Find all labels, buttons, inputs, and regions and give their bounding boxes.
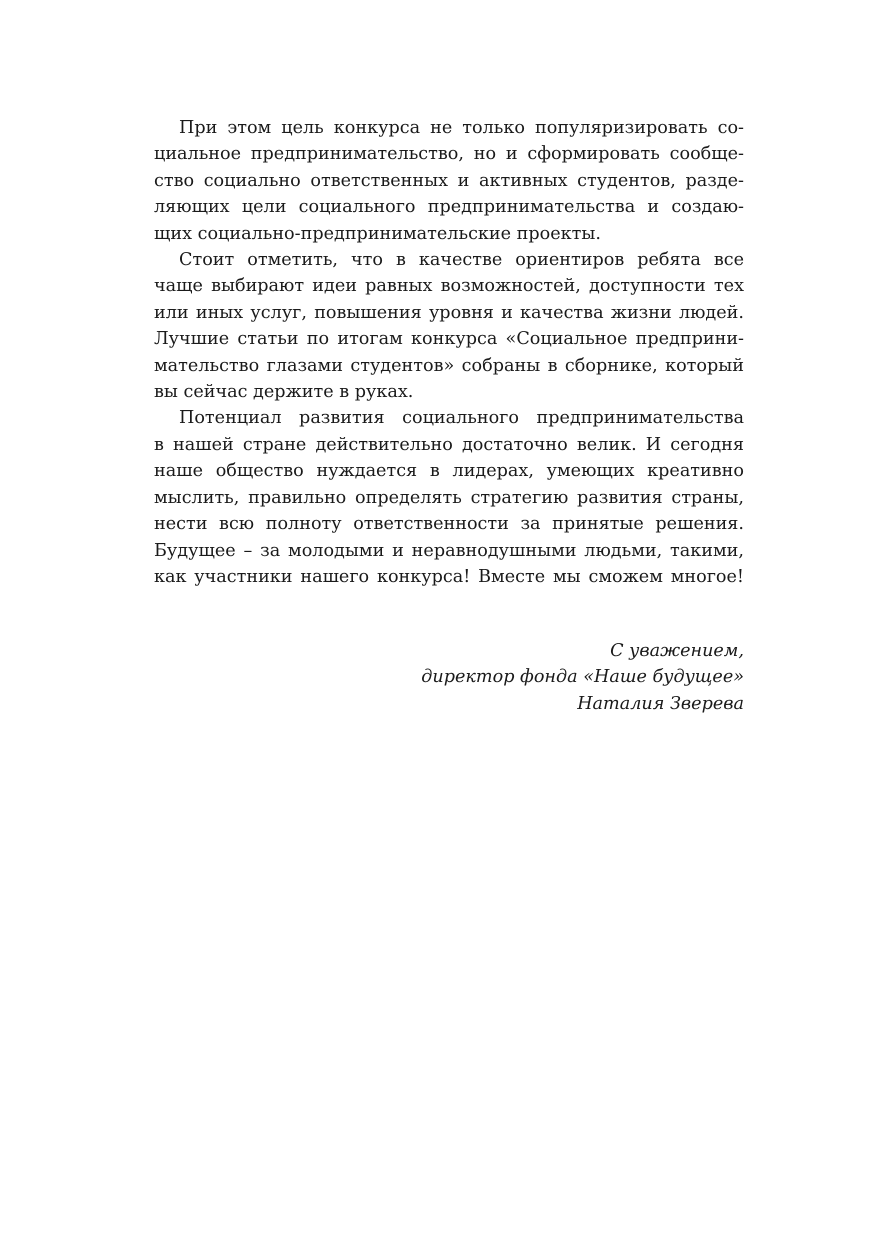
- signature-greeting: С уважением,: [610, 641, 744, 661]
- text-line: циальное предпринимательство, но и сформировать сообще-: [154, 144, 744, 165]
- text-line: наше общество нуждается в лидерах, умеющих креативно: [154, 461, 744, 482]
- text-line: или иных услуг, повышения уровня и качества жизни людей.: [154, 302, 744, 323]
- text-line: ство социально ответственных и активных студентов, разде-: [154, 170, 744, 191]
- text-line: чаще выбирают идеи равных возможностей, доступности тех: [154, 276, 744, 297]
- text-line: мыслить, правильно определять стратегию развития страны,: [154, 487, 744, 508]
- signature-block: [421, 638, 744, 717]
- text-line: нести всю полноту ответственности за принятые решения.: [154, 514, 744, 535]
- text-line: щих социально-предпринимательские проекты.: [154, 223, 601, 244]
- text-line: вы сейчас держите в руках.: [154, 382, 414, 403]
- text-line: Потенциал развития социального предпринимательства: [179, 408, 744, 429]
- paragraph-2: [154, 247, 744, 405]
- text-line: в нашей стране действительно достаточно велик. И сегодня: [154, 434, 744, 455]
- signature-position: директор фонда «Наше будущее»: [421, 667, 744, 688]
- paragraph-1: [154, 115, 744, 247]
- text-line: как участники нашего конкурса! Вместе мы сможем многое!: [154, 566, 744, 587]
- signature-name: Наталия Зверева: [577, 693, 744, 714]
- text-line: Лучшие статьи по итогам конкурса «Социальное предприни-: [154, 329, 744, 350]
- body-text: [154, 115, 744, 590]
- text-line: ляющих цели социального предпринимательства и создаю-: [154, 197, 744, 218]
- text-line: При этом цель конкурса не только популяризировать со-: [179, 118, 744, 138]
- text-line: мательство глазами студентов» собраны в сборнике, который: [154, 355, 744, 376]
- paragraph-3: [154, 405, 744, 590]
- text-line: Будущее – за молодыми и неравнодушными людьми, такими,: [154, 540, 744, 561]
- text-line: Стоит отметить, что в качестве ориентиров ребята все: [179, 250, 744, 271]
